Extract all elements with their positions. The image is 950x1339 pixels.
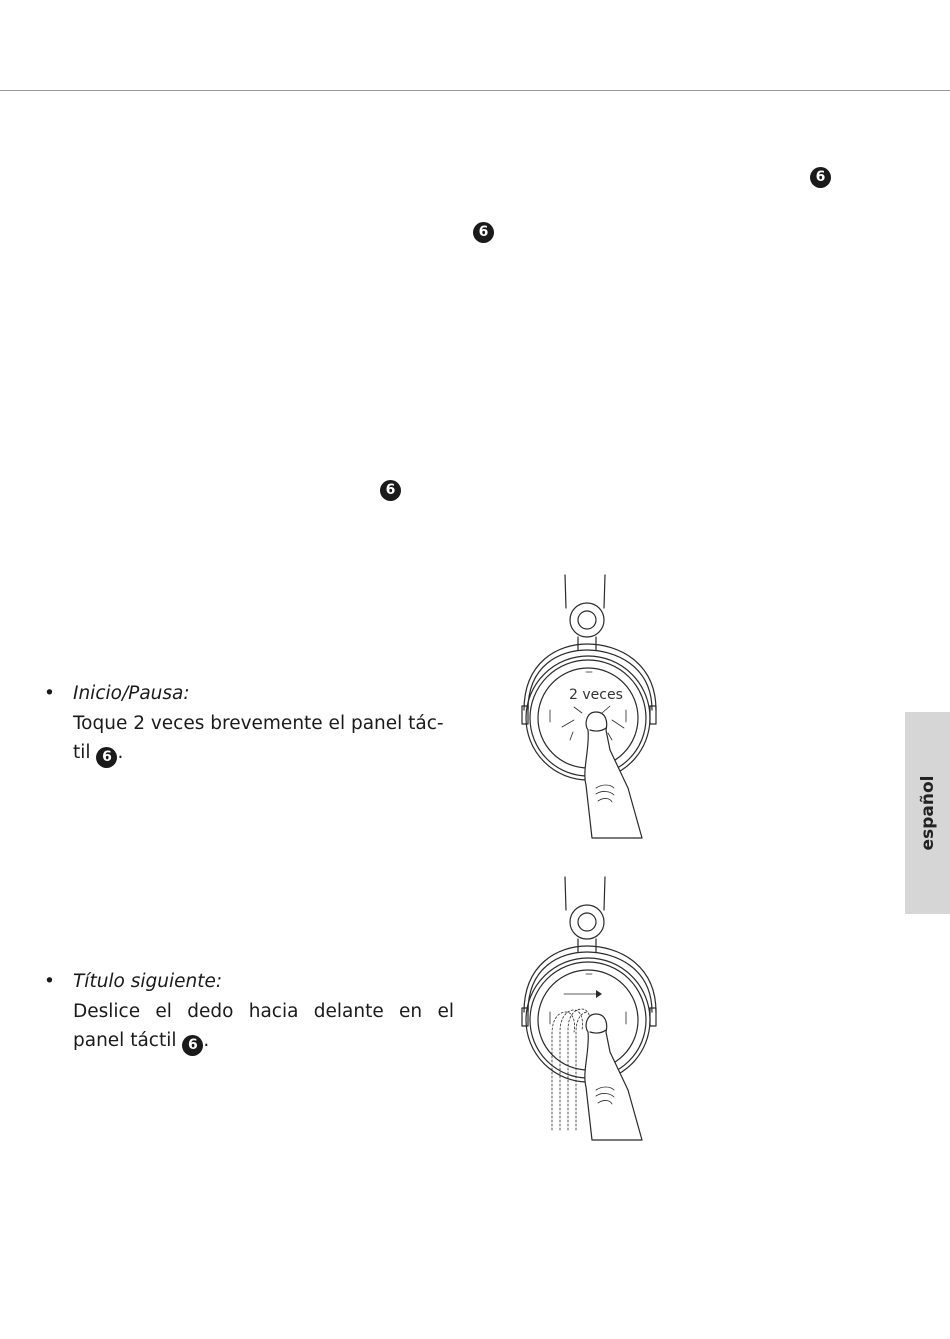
- hinge: [570, 603, 604, 637]
- sentence-period: .: [117, 742, 124, 763]
- hinge: [570, 905, 604, 939]
- item-term: Título siguiente:: [73, 971, 223, 992]
- item-description-line: Toque 2 veces brevemente el panel tác-: [73, 712, 444, 734]
- language-tab: [905, 712, 950, 914]
- sentence-period: .: [203, 1030, 210, 1051]
- item-term: Inicio/Pausa:: [73, 683, 190, 704]
- tap-count-label: 2 veces: [569, 687, 623, 703]
- list-item-titulo-siguiente: [44, 967, 454, 1056]
- callout-number-6: 6: [810, 167, 831, 188]
- swipe-forward-illustration: [500, 872, 680, 1147]
- callout-number-6: 6: [380, 480, 401, 501]
- item-description-line: Deslice el dedo hacia delante en el: [73, 1000, 454, 1022]
- callout-number-6: 6: [473, 222, 494, 243]
- double-tap-illustration: [500, 570, 680, 845]
- bullet: •: [44, 971, 55, 992]
- item-description-line: panel táctil: [73, 1030, 177, 1051]
- bullet: •: [44, 683, 55, 704]
- callout-number-6: 6: [182, 1035, 203, 1056]
- list-item-inicio-pausa: [44, 679, 454, 768]
- arrow-head-icon: [596, 990, 602, 998]
- callout-number-6: 6: [96, 747, 117, 768]
- item-description-line: til: [73, 742, 91, 763]
- finger-motion-trail: [552, 1012, 575, 1130]
- language-tab-label: español: [917, 775, 938, 851]
- header-rule: [0, 90, 950, 91]
